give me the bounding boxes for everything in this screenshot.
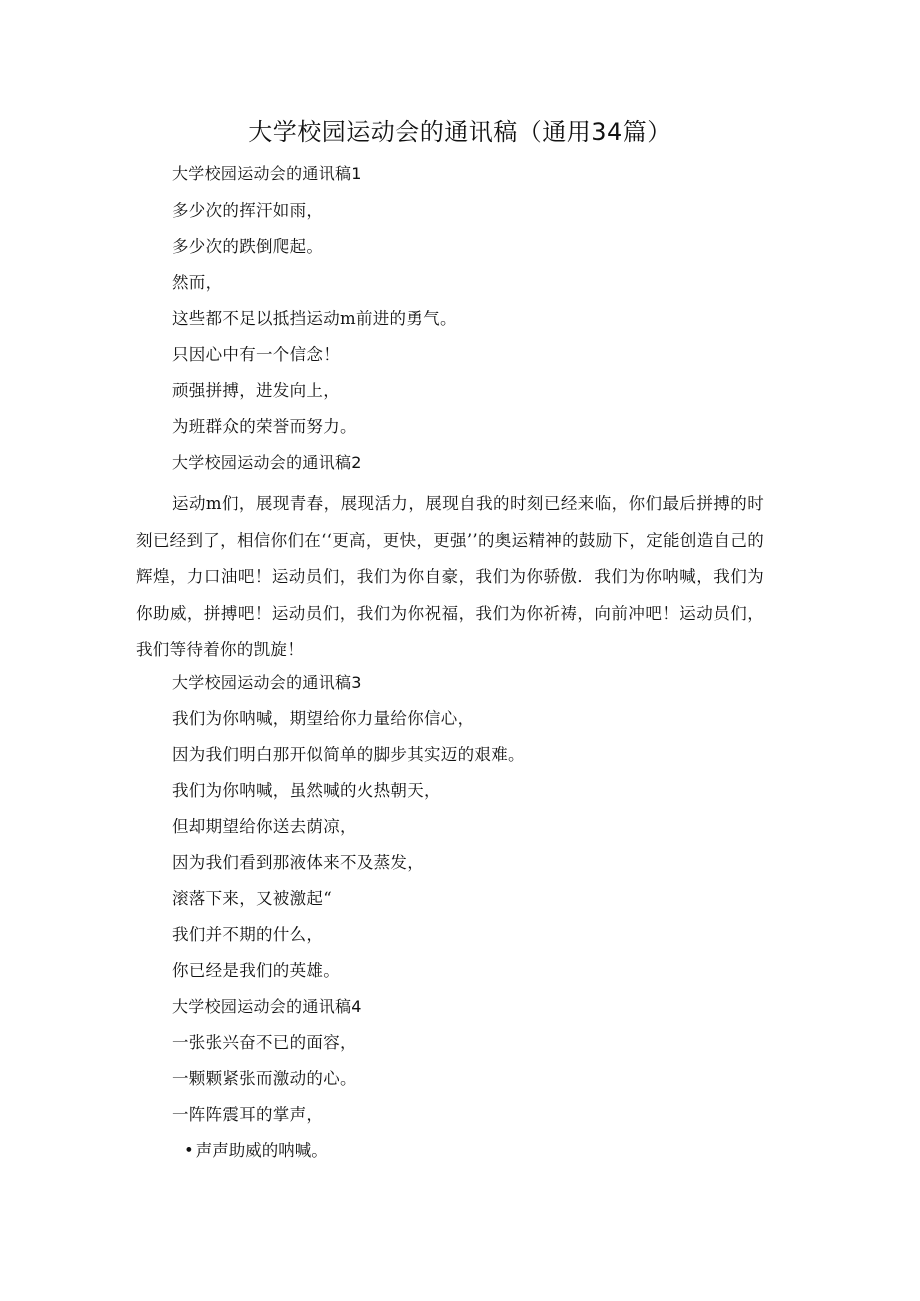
section-3-line: 我们为你呐喊，虽然喊的火热朝天， (172, 781, 441, 800)
section-3-line: 因为我们明白那开似简单的脚步其实迈的艰难。 (172, 745, 525, 764)
section-2-paragraph: 运动m们，展现青春，展现活力，展现自我的时刻已经来临，你们最后拼搏的时刻已经到了，相信你们在‘‘更高，更快，更强’’的奥运精神的鼓励下，定能创造自己的辉煌，力口油吧！运动员们，我们为你自豪，我们为你骄傲．我们为你呐喊，我们为你助威，拼搏吧！运动员们，我们为你祝福，我们为你祈祷，向前冲吧！运动员们，我们等待着你的凯旋！ (136, 494, 764, 660)
section-4-line: 一阵阵震耳的掌声， (172, 1105, 324, 1124)
section-heading-4: 大学校园运动会的通讯稿4 (172, 997, 362, 1016)
section-4-bullet-line (184, 1139, 328, 1163)
section-1-line: 顽强拼搏，进发向上， (172, 381, 340, 400)
bullet-text: 声声助威的呐喊。 (195, 1141, 328, 1160)
section-3-line: 你已经是我们的英雄。 (172, 961, 340, 980)
section-3-line: 我们为你呐喊，期望给你力量给你信心， (172, 709, 475, 728)
section-1-line: 只因心中有一个信念！ (172, 345, 340, 364)
section-1-line: 然而， (172, 273, 223, 292)
section-heading-1: 大学校园运动会的通讯稿1 (172, 164, 362, 183)
section-1-line: 这些都不足以抵挡运动m前进的勇气。 (172, 309, 457, 328)
section-heading-2: 大学校园运动会的通讯稿2 (172, 453, 362, 472)
section-1-line: 为班群众的荣誉而努力。 (172, 417, 357, 436)
section-3-line: 因为我们看到那液体来不及蒸发， (172, 853, 424, 872)
section-1-line: 多少次的跌倒爬起。 (172, 237, 324, 256)
section-3-line: 但却期望给你送去荫凉， (172, 817, 357, 836)
document-title: 大学校园运动会的通讯稿（通用34篇） (248, 118, 672, 146)
section-4-line: 一颗颗紧张而激动的心。 (172, 1069, 357, 1088)
section-3-line: 我们并不期的什么， (172, 925, 324, 944)
bullet-marker: • (184, 1141, 194, 1160)
section-4-line: 一张张兴奋不已的面容， (172, 1033, 357, 1052)
section-1-line: 多少次的挥汗如雨， (172, 201, 324, 220)
section-heading-3: 大学校园运动会的通讯稿3 (172, 673, 362, 692)
section-3-line: 滚落下来，又被激起“ (172, 889, 332, 908)
